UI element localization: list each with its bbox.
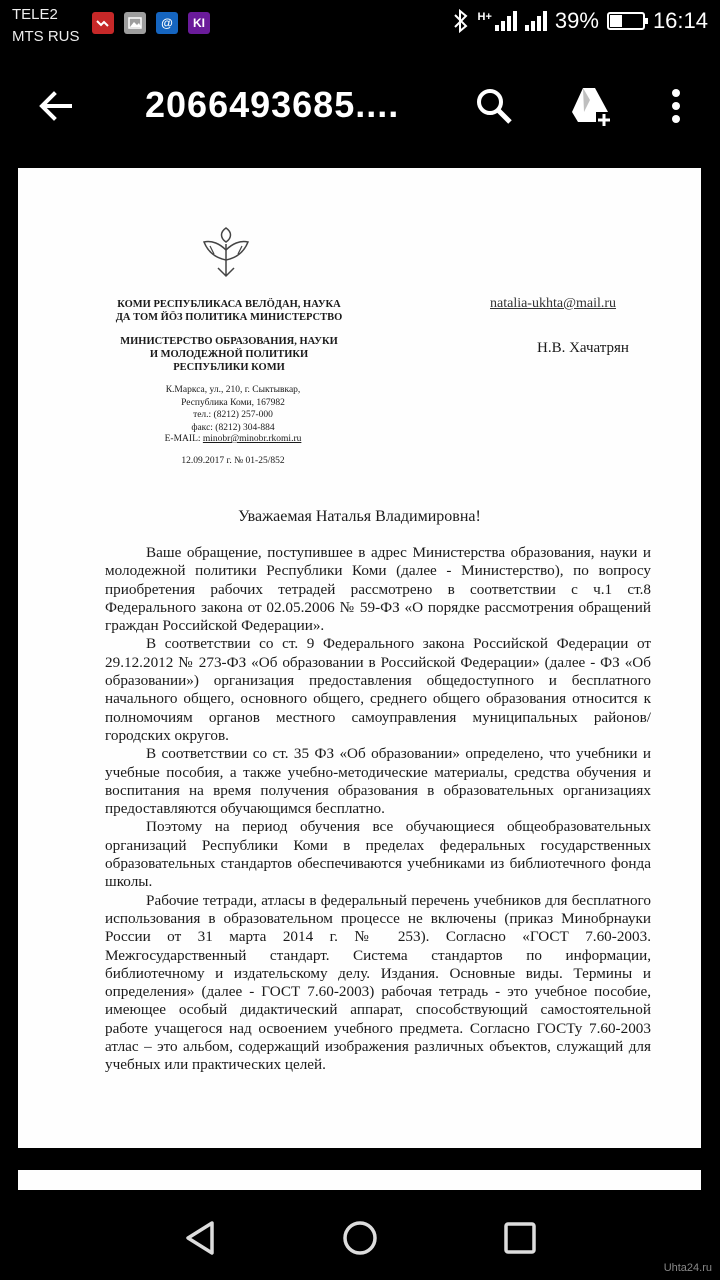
- status-bar: [0, 0, 720, 52]
- search-icon[interactable]: [470, 82, 518, 130]
- org-name-ru: МИНИСТЕРСТВО ОБРАЗОВАНИЯ, НАУКИ И МОЛОДЕЖНОЙ ПОЛИТИКИ РЕСПУБЛИКИ КОМИ: [120, 336, 338, 373]
- back-arrow-icon[interactable]: [36, 86, 76, 126]
- paragraph: Поэтому на период обучения все обучающиеся общеобразовательных организаций Республики Коми в пределах федеральных государственных образовательных стандартов обеспечиваются учебниками из библиотечного фонда школы.: [105, 818, 651, 891]
- carrier-1: TELE2: [12, 6, 58, 23]
- battery-percent: 39%: [554, 8, 599, 33]
- navigation-bar: [0, 1192, 720, 1280]
- org-email-link[interactable]: minobr@minobr.rkomi.ru: [202, 434, 302, 444]
- org-email-label: E-MAIL:: [164, 434, 203, 444]
- watermark: Uhta24.ru: [663, 1262, 712, 1274]
- carrier-labels: [12, 4, 80, 48]
- org-address: К.Маркса, ул., 210, г. Сыктывкар, Республика Коми, 167982 тел.: (8212) 257-000 факс: (8212) 304-884: [165, 385, 301, 433]
- signal-1-icon: [478, 11, 517, 31]
- next-page-edge: [18, 1170, 701, 1190]
- status-indicators: [452, 8, 708, 34]
- paragraph: Ваше обращение, поступившее в адрес Министерства образования, науки и молодежной политики Республики Коми (далее - Министерство), по вопросу приобретения рабочих тетрадей рассмотрено в соответствии с ч.1 ст.8 Федерального закона от 02.05.2006 № 59-ФЗ «О порядке рассмотрения обращений граждан Российской Федерации».: [105, 544, 651, 635]
- document-page[interactable]: [18, 168, 701, 1148]
- org-email-line: [138, 433, 328, 446]
- ki-icon: KI: [188, 12, 210, 34]
- battery-icon: [607, 12, 645, 30]
- network-type: H+: [477, 11, 492, 23]
- paragraph: В соответствии со ст. 9 Федерального закона Российской Федерации от 29.12.2012 № 273-ФЗ «Об образовании в Российской Федерации» (далее - ФЗ «Об образовании») организация предоставления общедоступного и бесплатного начального общего, основного общего, среднего общего образования относится к полномочиям органов местного самоуправления муниципальных районов/городских округов.: [105, 635, 651, 744]
- more-vert-icon[interactable]: [652, 82, 700, 130]
- paragraph: Рабочие тетради, атласы в федеральный перечень учебников для бесплатного использования в образовательном процессе не включены (приказ Минобрнауки России от 31 марта 2014 г. № 253). Согласно «ГОСТ 7.60-2003. Межгосударственный стандарт. Система стандартов по информации, библиотечному и издательскому делу. Издания. Основные виды. Термины и определения» (далее - ГОСТ 7.60-2003) рабочая тетрадь - это учебное пособие, имеющее особый дидактический аппарат, способствующий самостоятельной работе учащегося над освоением учебного предмета. Согласно ГОСТу 7.60-2003 атлас – это альбом, содержащий изображения различных объектов, служащий для учебных или практических целей.: [105, 891, 651, 1074]
- mail-icon: @: [156, 12, 178, 34]
- salutation: Уважаемая Наталья Владимировна!: [238, 508, 481, 525]
- missed-call-icon: [92, 12, 114, 34]
- addressee-name: Н.В. Хачатрян: [537, 340, 629, 356]
- drive-add-icon[interactable]: [566, 82, 614, 130]
- file-title: 2066493685....: [145, 84, 400, 125]
- paragraph: В соответствии со ст. 35 ФЗ «Об образовании» определено, что учебники и учебные пособия, а также учебно-методические материалы, средства обучения и воспитания на время получения образования в образовательных организациях предоставляются обучающимся бесплатно.: [105, 745, 651, 818]
- bluetooth-icon: [452, 8, 470, 34]
- reg-number: 12.09.2017 г. № 01-25/852: [181, 456, 285, 466]
- back-triangle-icon[interactable]: [180, 1218, 220, 1258]
- carrier-2: MTS RUS: [12, 28, 80, 45]
- org-name-komi: КОМИ РЕСПУБЛИКАСА ВЕЛÖДАН, НАУКА ДА ТОМ ЙÖЗ ПОЛИТИКА МИНИСТЕРСТВО: [115, 299, 343, 323]
- recents-square-icon[interactable]: [500, 1218, 540, 1258]
- komi-emblem-icon: [198, 224, 254, 280]
- recipient-email[interactable]: natalia-ukhta@mail.ru: [490, 296, 617, 311]
- clock: 16:14: [652, 8, 708, 33]
- app-toolbar: [0, 60, 720, 150]
- image-icon: [124, 12, 146, 34]
- home-circle-icon[interactable]: [340, 1218, 380, 1258]
- notification-icons: [92, 12, 210, 34]
- signal-2-icon: [525, 11, 547, 31]
- letter-body: [105, 544, 651, 1075]
